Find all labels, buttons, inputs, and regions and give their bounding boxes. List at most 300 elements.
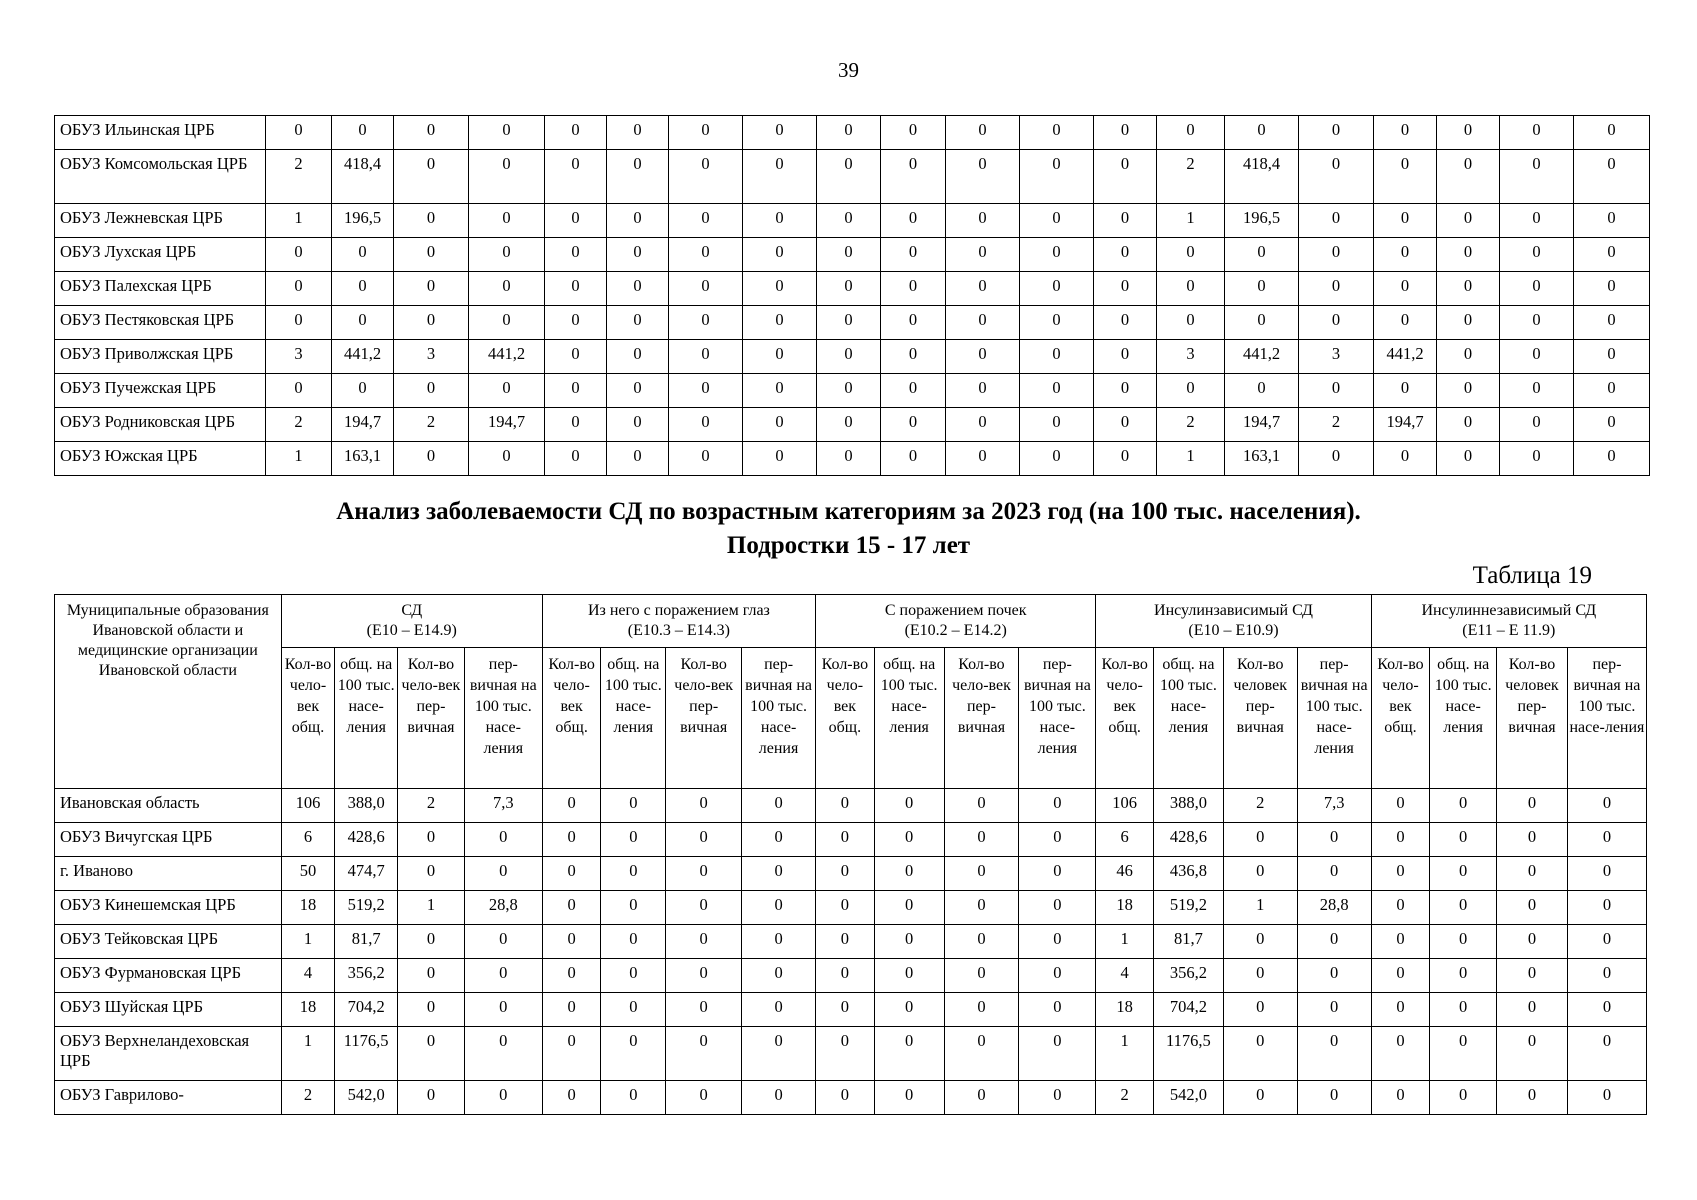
value-cell: 0 [1567, 959, 1646, 993]
value-cell: 0 [944, 891, 1019, 925]
value-cell: 0 [1430, 959, 1497, 993]
value-cell: 0 [743, 374, 817, 408]
value-cell: 0 [1497, 959, 1568, 993]
value-cell: 0 [469, 238, 545, 272]
value-cell: 0 [1371, 1081, 1430, 1115]
row-name: ОБУЗ Приволжская ЦРБ [55, 340, 266, 374]
value-cell: 0 [394, 204, 469, 238]
sub-header: Кол-во человек пер-вичная [1497, 648, 1568, 789]
value-cell: 0 [1297, 993, 1371, 1027]
value-cell: 1 [1223, 891, 1297, 925]
value-cell: 0 [1019, 823, 1096, 857]
value-cell: 7,3 [464, 789, 542, 823]
value-cell: 18 [1096, 891, 1154, 925]
value-cell: 81,7 [1154, 925, 1224, 959]
value-cell: 0 [1497, 925, 1568, 959]
table-row [55, 116, 1650, 150]
value-cell: 0 [816, 959, 875, 993]
sub-header: пер-вичная на 100 тыс. насе-ления [1567, 648, 1646, 789]
value-cell: 0 [1567, 1081, 1646, 1115]
sub-header: Кол-во чело-век общ. [816, 648, 875, 789]
value-cell: 0 [394, 238, 469, 272]
group-code: (Е10 – Е10.9) [1188, 622, 1279, 639]
value-cell: 0 [1157, 116, 1225, 150]
value-cell: 0 [666, 925, 742, 959]
value-cell: 0 [944, 993, 1019, 1027]
value-cell: 0 [1430, 857, 1497, 891]
value-cell: 388,0 [1154, 789, 1224, 823]
group-label: С поражением почек [884, 602, 1027, 619]
value-cell: 0 [1437, 442, 1500, 476]
value-cell: 6 [281, 823, 335, 857]
value-cell: 0 [545, 204, 607, 238]
value-cell: 0 [874, 1027, 944, 1081]
value-cell: 194,7 [1225, 408, 1299, 442]
value-cell: 0 [1297, 925, 1371, 959]
value-cell: 0 [1500, 374, 1574, 408]
value-cell: 2 [1096, 1081, 1154, 1115]
value-cell: 0 [545, 238, 607, 272]
value-cell: 0 [469, 374, 545, 408]
value-cell: 0 [1299, 306, 1374, 340]
value-cell: 0 [874, 925, 944, 959]
value-cell: 0 [881, 150, 946, 204]
row-name: ОБУЗ Ильинская ЦРБ [55, 116, 266, 150]
value-cell: 0 [742, 1081, 816, 1115]
value-cell: 0 [1299, 238, 1374, 272]
value-cell: 0 [1574, 306, 1650, 340]
value-cell: 1176,5 [1154, 1027, 1224, 1081]
value-cell: 0 [1497, 1081, 1568, 1115]
value-cell: 28,8 [464, 891, 542, 925]
value-cell: 0 [1019, 993, 1096, 1027]
value-cell: 0 [601, 925, 666, 959]
value-cell: 0 [1430, 993, 1497, 1027]
value-cell: 0 [1020, 408, 1094, 442]
value-cell: 0 [1500, 204, 1574, 238]
value-cell: 0 [1497, 993, 1568, 1027]
value-cell: 2 [266, 150, 332, 204]
value-cell: 0 [946, 272, 1020, 306]
value-cell: 0 [607, 272, 669, 306]
value-cell: 46 [1096, 857, 1154, 891]
row-name: ОБУЗ Шуйская ЦРБ [55, 993, 282, 1027]
value-cell: 0 [1225, 116, 1299, 150]
value-cell: 0 [607, 408, 669, 442]
value-cell: 196,5 [1225, 204, 1299, 238]
row-name: ОБУЗ Гаврилово- [55, 1081, 282, 1115]
group-header [281, 595, 542, 648]
value-cell: 0 [1497, 789, 1568, 823]
value-cell: 1 [398, 891, 465, 925]
value-cell: 0 [1500, 238, 1574, 272]
value-cell: 0 [817, 116, 881, 150]
value-cell: 0 [742, 789, 816, 823]
value-cell: 0 [1430, 925, 1497, 959]
value-cell: 0 [545, 150, 607, 204]
value-cell: 0 [946, 150, 1020, 204]
diabetes-adolescents-table [54, 594, 1647, 1115]
value-cell: 0 [944, 1081, 1019, 1115]
value-cell: 0 [881, 272, 946, 306]
value-cell: 0 [742, 1027, 816, 1081]
value-cell: 0 [607, 116, 669, 150]
value-cell: 0 [1500, 306, 1574, 340]
value-cell: 0 [1500, 116, 1574, 150]
sub-header: общ. на 100 тыс. насе-ления [1430, 648, 1497, 789]
value-cell: 0 [1297, 1081, 1371, 1115]
value-cell: 0 [1225, 306, 1299, 340]
value-cell: 0 [1094, 150, 1157, 204]
value-cell: 0 [874, 891, 944, 925]
value-cell: 0 [607, 238, 669, 272]
value-cell: 0 [1437, 150, 1500, 204]
value-cell: 0 [394, 272, 469, 306]
value-cell: 2 [1223, 789, 1297, 823]
group-header [542, 595, 815, 648]
value-cell: 0 [545, 442, 607, 476]
value-cell: 0 [946, 238, 1020, 272]
value-cell: 0 [1020, 150, 1094, 204]
value-cell: 0 [669, 238, 743, 272]
value-cell: 0 [1020, 306, 1094, 340]
value-cell: 194,7 [469, 408, 545, 442]
value-cell: 0 [817, 150, 881, 204]
value-cell: 0 [881, 306, 946, 340]
value-cell: 542,0 [1154, 1081, 1224, 1115]
value-cell: 0 [1019, 925, 1096, 959]
value-cell: 0 [1574, 238, 1650, 272]
value-cell: 0 [469, 116, 545, 150]
value-cell: 0 [944, 925, 1019, 959]
value-cell: 0 [1157, 272, 1225, 306]
value-cell: 0 [542, 925, 601, 959]
value-cell: 0 [1223, 1027, 1297, 1081]
value-cell: 418,4 [332, 150, 394, 204]
value-cell: 519,2 [1154, 891, 1224, 925]
value-cell: 0 [545, 306, 607, 340]
value-cell: 0 [469, 150, 545, 204]
value-cell: 0 [1299, 116, 1374, 150]
value-cell: 0 [1223, 993, 1297, 1027]
value-cell: 0 [398, 1027, 465, 1081]
value-cell: 441,2 [332, 340, 394, 374]
value-cell: 0 [666, 823, 742, 857]
value-cell: 0 [542, 857, 601, 891]
value-cell: 0 [1019, 959, 1096, 993]
value-cell: 0 [266, 272, 332, 306]
row-name: ОБУЗ Верхнеландеховская ЦРБ [55, 1027, 282, 1081]
value-cell: 0 [601, 1081, 666, 1115]
value-cell: 0 [464, 823, 542, 857]
group-code: (Е10.3 – Е14.3) [627, 622, 730, 639]
group-header [1371, 595, 1646, 648]
value-cell: 0 [1567, 993, 1646, 1027]
value-cell: 0 [816, 1027, 875, 1081]
sub-header: Кол-во чело-век общ. [281, 648, 335, 789]
value-cell: 0 [669, 116, 743, 150]
value-cell: 0 [874, 959, 944, 993]
value-cell: 0 [266, 116, 332, 150]
value-cell: 0 [394, 116, 469, 150]
value-cell: 0 [669, 442, 743, 476]
value-cell: 428,6 [335, 823, 398, 857]
value-cell: 0 [1094, 374, 1157, 408]
value-cell: 0 [601, 1027, 666, 1081]
group-label: Из него с поражением глаз [587, 602, 770, 619]
table-row [55, 823, 1647, 857]
value-cell: 0 [542, 891, 601, 925]
value-cell: 0 [743, 150, 817, 204]
value-cell: 542,0 [335, 1081, 398, 1115]
table-row [55, 374, 1650, 408]
value-cell: 0 [398, 959, 465, 993]
value-cell: 0 [816, 993, 875, 1027]
value-cell: 0 [1157, 374, 1225, 408]
value-cell: 0 [817, 408, 881, 442]
value-cell: 0 [1574, 272, 1650, 306]
value-cell: 0 [1437, 204, 1500, 238]
value-cell: 0 [1094, 238, 1157, 272]
value-cell: 0 [1225, 374, 1299, 408]
value-cell: 163,1 [332, 442, 394, 476]
value-cell: 0 [1297, 1027, 1371, 1081]
value-cell: 0 [742, 857, 816, 891]
value-cell: 106 [281, 789, 335, 823]
value-cell: 0 [1094, 340, 1157, 374]
value-cell: 441,2 [1225, 340, 1299, 374]
sub-header: пер-вичная на 100 тыс. насе-ления [1019, 648, 1096, 789]
value-cell: 0 [874, 1081, 944, 1115]
value-cell: 0 [601, 857, 666, 891]
value-cell: 0 [607, 442, 669, 476]
value-cell: 0 [469, 306, 545, 340]
value-cell: 1 [1157, 204, 1225, 238]
value-cell: 0 [1574, 374, 1650, 408]
value-cell: 0 [1371, 891, 1430, 925]
value-cell: 0 [1371, 925, 1430, 959]
value-cell: 0 [1497, 891, 1568, 925]
value-cell: 0 [469, 204, 545, 238]
value-cell: 0 [946, 116, 1020, 150]
value-cell: 0 [669, 408, 743, 442]
group-label: СД [401, 602, 423, 619]
table-row [55, 1081, 1647, 1115]
sub-header: пер-вичная на 100 тыс. насе-ления [1297, 648, 1371, 789]
row-name: ОБУЗ Лухская ЦРБ [55, 238, 266, 272]
value-cell: 0 [817, 272, 881, 306]
value-cell: 1 [266, 204, 332, 238]
value-cell: 0 [1225, 272, 1299, 306]
value-cell: 0 [1567, 789, 1646, 823]
value-cell: 0 [743, 272, 817, 306]
value-cell: 0 [266, 306, 332, 340]
value-cell: 0 [946, 408, 1020, 442]
value-cell: 0 [398, 823, 465, 857]
value-cell: 0 [545, 408, 607, 442]
value-cell: 0 [743, 442, 817, 476]
value-cell: 0 [817, 442, 881, 476]
value-cell: 0 [607, 204, 669, 238]
sub-header: общ. на 100 тыс. насе-ления [601, 648, 666, 789]
value-cell: 0 [669, 306, 743, 340]
value-cell: 2 [398, 789, 465, 823]
value-cell: 0 [1371, 1027, 1430, 1081]
value-cell: 3 [1157, 340, 1225, 374]
value-cell: 0 [666, 1027, 742, 1081]
value-cell: 0 [464, 1081, 542, 1115]
continued-data-table [54, 115, 1650, 476]
value-cell: 0 [666, 891, 742, 925]
value-cell: 0 [1019, 857, 1096, 891]
value-cell: 0 [946, 306, 1020, 340]
value-cell: 50 [281, 857, 335, 891]
municipality-column-header: Муниципальные образования Ивановской области и медицинские организации Ивановской области [55, 595, 282, 789]
value-cell: 0 [1437, 408, 1500, 442]
value-cell: 0 [1371, 823, 1430, 857]
value-cell: 0 [881, 374, 946, 408]
value-cell: 0 [1574, 442, 1650, 476]
value-cell: 0 [542, 993, 601, 1027]
value-cell: 0 [1094, 204, 1157, 238]
value-cell: 0 [669, 150, 743, 204]
value-cell: 0 [469, 442, 545, 476]
value-cell: 0 [398, 925, 465, 959]
value-cell: 0 [601, 823, 666, 857]
table-subtitle: Подростки 15 - 17 лет [726, 532, 971, 559]
value-cell: 0 [1019, 1027, 1096, 1081]
value-cell: 0 [1297, 857, 1371, 891]
value-cell: 28,8 [1297, 891, 1371, 925]
value-cell: 0 [1437, 238, 1500, 272]
value-cell: 3 [394, 340, 469, 374]
value-cell: 0 [1020, 238, 1094, 272]
value-cell: 1 [281, 1027, 335, 1081]
value-cell: 0 [1020, 116, 1094, 150]
value-cell: 0 [266, 238, 332, 272]
value-cell: 0 [601, 993, 666, 1027]
sub-header: общ. на 100 тыс. насе-ления [335, 648, 398, 789]
value-cell: 0 [816, 789, 875, 823]
table-row [55, 340, 1650, 374]
value-cell: 0 [1374, 306, 1437, 340]
row-name: ОБУЗ Родниковская ЦРБ [55, 408, 266, 442]
row-name: ОБУЗ Пучежская ЦРБ [55, 374, 266, 408]
group-label: Инсулинзависимый СД [1154, 602, 1313, 619]
value-cell: 0 [1574, 408, 1650, 442]
value-cell: 0 [743, 306, 817, 340]
value-cell: 18 [1096, 993, 1154, 1027]
value-cell: 0 [743, 340, 817, 374]
value-cell: 0 [1297, 959, 1371, 993]
value-cell: 0 [1574, 116, 1650, 150]
value-cell: 0 [1223, 925, 1297, 959]
value-cell: 0 [817, 238, 881, 272]
table-row [55, 442, 1650, 476]
value-cell: 0 [669, 340, 743, 374]
group-header [1096, 595, 1371, 648]
value-cell: 0 [742, 823, 816, 857]
row-name: ОБУЗ Вичугская ЦРБ [55, 823, 282, 857]
value-cell: 0 [1374, 374, 1437, 408]
value-cell: 474,7 [335, 857, 398, 891]
table-row [55, 891, 1647, 925]
value-cell: 0 [607, 306, 669, 340]
value-cell: 7,3 [1297, 789, 1371, 823]
value-cell: 0 [1567, 925, 1646, 959]
value-cell: 0 [1437, 374, 1500, 408]
group-code: (Е10 – Е14.9) [366, 622, 457, 639]
value-cell: 0 [1574, 150, 1650, 204]
value-cell: 0 [607, 150, 669, 204]
value-cell: 18 [281, 891, 335, 925]
value-cell: 0 [464, 925, 542, 959]
group-code: (Е10.2 – Е14.2) [904, 622, 1007, 639]
value-cell: 0 [332, 116, 394, 150]
value-cell: 0 [601, 891, 666, 925]
value-cell: 0 [666, 789, 742, 823]
value-cell: 0 [1094, 408, 1157, 442]
value-cell: 0 [944, 789, 1019, 823]
value-cell: 18 [281, 993, 335, 1027]
value-cell: 0 [266, 374, 332, 408]
table-row [55, 408, 1650, 442]
value-cell: 0 [1371, 857, 1430, 891]
value-cell: 0 [469, 272, 545, 306]
value-cell: 0 [874, 823, 944, 857]
table-row [55, 959, 1647, 993]
value-cell: 0 [666, 993, 742, 1027]
value-cell: 0 [742, 993, 816, 1027]
row-name: ОБУЗ Комсомольская ЦРБ [55, 150, 266, 204]
table-row [55, 204, 1650, 238]
value-cell: 0 [1574, 204, 1650, 238]
value-cell: 194,7 [1374, 408, 1437, 442]
value-cell: 0 [1299, 374, 1374, 408]
value-cell: 0 [607, 340, 669, 374]
value-cell: 0 [332, 272, 394, 306]
value-cell: 0 [542, 1081, 601, 1115]
group-header [816, 595, 1096, 648]
sub-header: Кол-во чело-век общ. [1096, 648, 1154, 789]
value-cell: 0 [1567, 823, 1646, 857]
value-cell: 0 [1430, 891, 1497, 925]
value-cell: 0 [743, 116, 817, 150]
value-cell: 0 [545, 116, 607, 150]
value-cell: 0 [332, 306, 394, 340]
value-cell: 0 [464, 857, 542, 891]
value-cell: 0 [817, 204, 881, 238]
value-cell: 4 [281, 959, 335, 993]
value-cell: 0 [394, 306, 469, 340]
value-cell: 0 [817, 306, 881, 340]
value-cell: 0 [1094, 116, 1157, 150]
value-cell: 81,7 [335, 925, 398, 959]
sub-header: пер-вичная на 100 тыс. насе-ления [464, 648, 542, 789]
value-cell: 0 [1567, 891, 1646, 925]
value-cell: 1 [266, 442, 332, 476]
value-cell: 0 [946, 340, 1020, 374]
value-cell: 0 [944, 1027, 1019, 1081]
value-cell: 0 [1020, 374, 1094, 408]
value-cell: 0 [1374, 442, 1437, 476]
value-cell: 106 [1096, 789, 1154, 823]
value-cell: 0 [669, 204, 743, 238]
value-cell: 3 [1299, 340, 1374, 374]
value-cell: 0 [1157, 306, 1225, 340]
value-cell: 0 [601, 959, 666, 993]
row-name: Ивановская область [55, 789, 282, 823]
